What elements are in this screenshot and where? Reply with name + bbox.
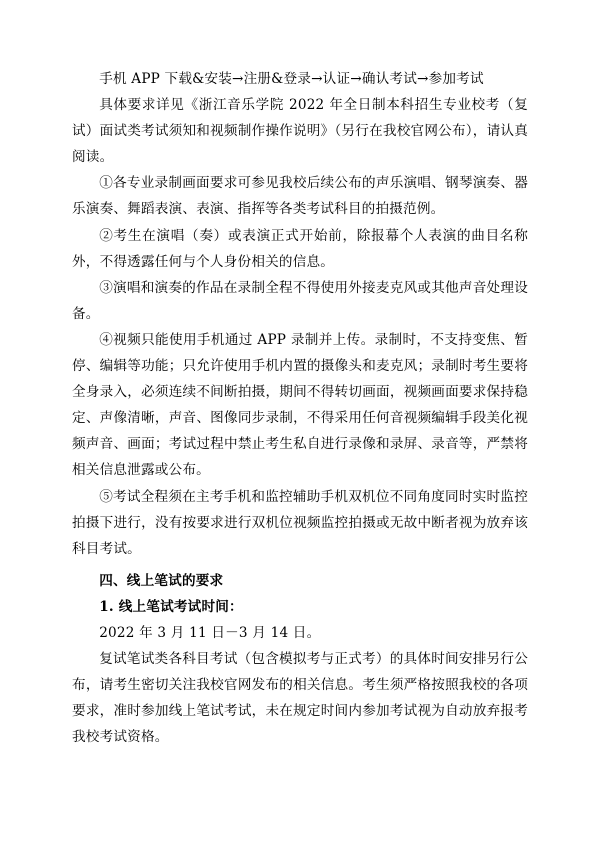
paragraph-item-3: ③演唱和演奏的作品在录制全程不得使用外接麦克风或其他声音处理设备。 <box>72 279 528 322</box>
document-body <box>72 66 528 750</box>
paragraph-item-1: ①各专业录制画面要求可参见我校后续公布的声乐演唱、钢琴演奏、器乐演奏、舞蹈表演、表演、指挥等各类考试科目的拍摄范例。 <box>72 175 528 218</box>
paragraph-item-5: ⑤考试全程须在主考手机和监控辅助手机双机位不同角度同时实时监控拍摄下进行，没有按要求进行双机位视频监控拍摄或无故中断者视为放弃该科目考试。 <box>72 488 528 557</box>
subsection-heading-exam-time: 1. 线上笔试考试时间： <box>99 598 243 615</box>
paragraph-requirements-notice: 具体要求详见《浙江音乐学院 2022 年全日制本科招生专业校考（复试）面试类考试须知和视频制作操作说明》（另行在我校官网公布），请认真阅读。 <box>72 97 528 166</box>
paragraph-item-4: ④视频只能使用手机通过 APP 录制并上传。录制时，不支持变焦、暂停、编辑等功能；只允许使用手机内置的摄像头和麦克风；录制时考生要将全身录入，必须连续不间断拍摄，期间不得转切画面，视频画面要求保持稳定、声像清晰，声音、图像同步录制，不得采用任何音视频编辑手段美化视频声音、画面；考试过程中禁止考生私自进行录像和录屏、录音等，严禁将相关信息泄露或公布。 <box>72 331 528 479</box>
paragraph-retest-arrangement: 复试笔试类各科目考试（包含模拟考与正式考）的具体时间安排另行公布，请考生密切关注我校官网发布的相关信息。考生须严格按照我校的各项要求，准时参加线上笔试考试，未在规定时间内参加考试视为自动放弃报考我校考试资格。 <box>72 651 528 746</box>
paragraph-item-2: ②考生在演唱（奏）或表演正式开始前，除报幕个人表演的曲目名称外，不得透露任何与个人身份相关的信息。 <box>72 227 528 270</box>
section-heading-four: 四、线上笔试的要求 <box>99 572 224 589</box>
exam-date-text: 2022 年 3 月 11 日－3 月 14 日。 <box>99 624 321 641</box>
paragraph-flow-steps: 手机 APP 下载&安装→注册&登录→认证→确认考试→参加考试 <box>99 71 484 87</box>
